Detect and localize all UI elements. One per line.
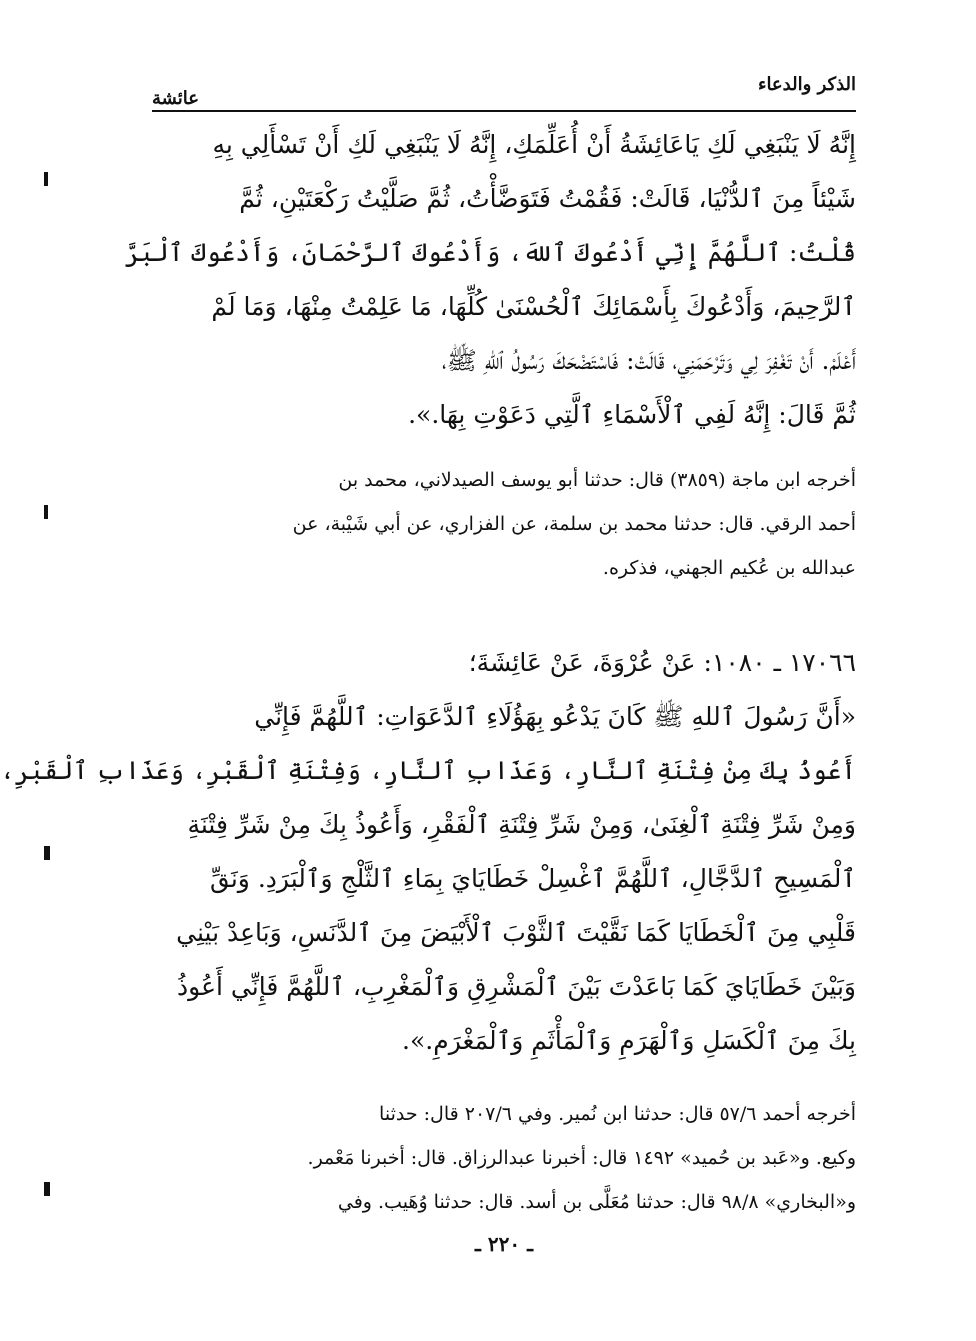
hadith-line: قُلْتُ: ٱللَّهُمَّ إِنِّي أَدْعُوكَ ٱللهَ، وَأَدْعُوكَ ٱلرَّحْمَانَ، وَأَدْعُوكَ ٱلْبَرَّ	[124, 238, 856, 267]
hadith-line: قَلْبِي مِنَ ٱلْخَطَايَا كَمَا نَقَّيْتَ ٱلثَّوْبَ ٱلْأَبْيَضَ مِنَ ٱلدَّنَسِ، وَبَاعِدْ بَيْنِي	[176, 918, 856, 947]
hadith-line: «أَنَّ رَسُولَ ٱللهِ ﷺ كَانَ يَدْعُو بِهَؤُلَاءِ ٱلدَّعَوَاتِ: ٱللَّهُمَّ فَإِنِّي	[254, 702, 856, 731]
hadith-2-text	[0, 690, 856, 1068]
hadith-1-text	[124, 118, 856, 442]
hadith-line: أَعْلَمْ. أَنْ تَغْفِرَ لِي وَتَرْحَمَنِي، قَالَتْ: فَاسْتَضْحَكَ رَسُولُ ٱللهِ ﷺ،	[441, 346, 856, 375]
takhrij-line: أخرجه ابن ماجة (٣٨٥٩) قال: حدثنا أبو يوسف الصيدلاني، محمد بن	[338, 469, 856, 491]
hadith-line: ثُمَّ قَالَ: إِنَّهُ لَفِي ٱلْأَسْمَاءِ ٱلَّتِي دَعَوْتِ بِهَا.».	[408, 400, 856, 429]
takhrij-line: و«البخاري» ٩٨/٨ قال: حدثنا مُعَلَّى بن أسد. قال: حدثنا وُهَيب. وفي	[337, 1191, 856, 1213]
section-name: عائشة	[152, 88, 207, 109]
scan-margin-mark	[44, 846, 50, 860]
hadith-line: أَعُوذُ بِكَ مِنْ فِتْنَةِ ٱلنَّارِ، وَعَذَابِ ٱلنَّارِ، وَفِتْنَةِ ٱلْقَبْرِ، وَعَذَابِ ٱلْقَبْرِ،	[0, 756, 856, 785]
hadith-line: ٱلرَّحِيمَ، وَأَدْعُوكَ بِأَسْمَائِكَ ٱلْحُسْنَىٰ كُلِّهَا، مَا عَلِمْتُ مِنْهَا، وَمَا لَمْ	[211, 292, 856, 321]
takhrij-line: أخرجه أحمد ٥٧/٦ قال: حدثنا ابن نُمير. وفي ٢٠٧/٦ قال: حدثنا	[379, 1103, 856, 1125]
scan-margin-mark	[44, 1182, 50, 1196]
hadith-line: إِنَّهُ لَا يَنْبَغِي لَكِ يَاعَائِشَةُ أَنْ أُعَلِّمَكِ، إِنَّهُ لَا يَنْبَغِي لَكِ أَنْ تَسْأَلِي بِهِ	[212, 130, 856, 159]
hadith-2-heading: ١٧٠٦٦ ـ ١٠٨٠: عَنْ عُرْوَةَ، عَنْ عَائِشَةَ؛	[468, 648, 856, 677]
takhrij-2	[152, 1092, 856, 1224]
hadith-line: شَيْئاً مِنَ ٱلدُّنْيَا، قَالَتْ: فَقُمْتُ فَتَوَضَّأْتُ، ثُمَّ صَلَّيْتُ رَكْعَتَيْنِ، ثُمَّ	[239, 184, 856, 213]
takhrij-line: أحمد الرقي. قال: حدثنا محمد بن سلمة، عن الفزاري، عن أبي شَيْبة، عن	[292, 513, 856, 535]
scan-margin-mark	[44, 505, 48, 519]
scan-margin-mark	[44, 172, 48, 186]
takhrij-1	[152, 458, 856, 590]
hadith-line: وَمِنْ شَرِّ فِتْنَةِ ٱلْغِنَىٰ، وَمِنْ شَرِّ فِتْنَةِ ٱلْفَقْرِ، وَأَعُوذُ بِكَ مِنْ شَرِّ فِتْنَةِ	[187, 810, 856, 839]
book-title: الذكر والدعاء	[750, 74, 856, 95]
hadith-line: بِكَ مِنَ ٱلْكَسَلِ وَٱلْهَرَمِ وَٱلْمَأْثَمِ وَٱلْمَغْرَمِ.».	[402, 1026, 856, 1055]
running-header	[152, 70, 856, 112]
takhrij-line: عبدالله بن عُكيم الجهني، فذكره.	[602, 557, 856, 579]
hadith-line: ٱلْمَسِيحِ ٱلدَّجَّالِ، ٱللَّهُمَّ ٱغْسِلْ خَطَايَايَ بِمَاءِ ٱلثَّلْجِ وَٱلْبَرَدِ. وَنَقِّ	[210, 864, 856, 893]
page	[0, 70, 856, 1300]
page-number: ـ ٢٢٠ ـ	[475, 1232, 533, 1256]
hadith-line: وَبَيْنَ خَطَايَايَ كَمَا بَاعَدْتَ بَيْنَ ٱلْمَشْرِقِ وَٱلْمَغْرِبِ، ٱللَّهُمَّ فَإِنِّي أَعُوذُ	[177, 972, 856, 1001]
takhrij-line: وكيع. و«عَبد بن حُميد» ١٤٩٢ قال: أخبرنا عبدالرزاق. قال: أخبرنا مَعْمر.	[307, 1147, 856, 1169]
